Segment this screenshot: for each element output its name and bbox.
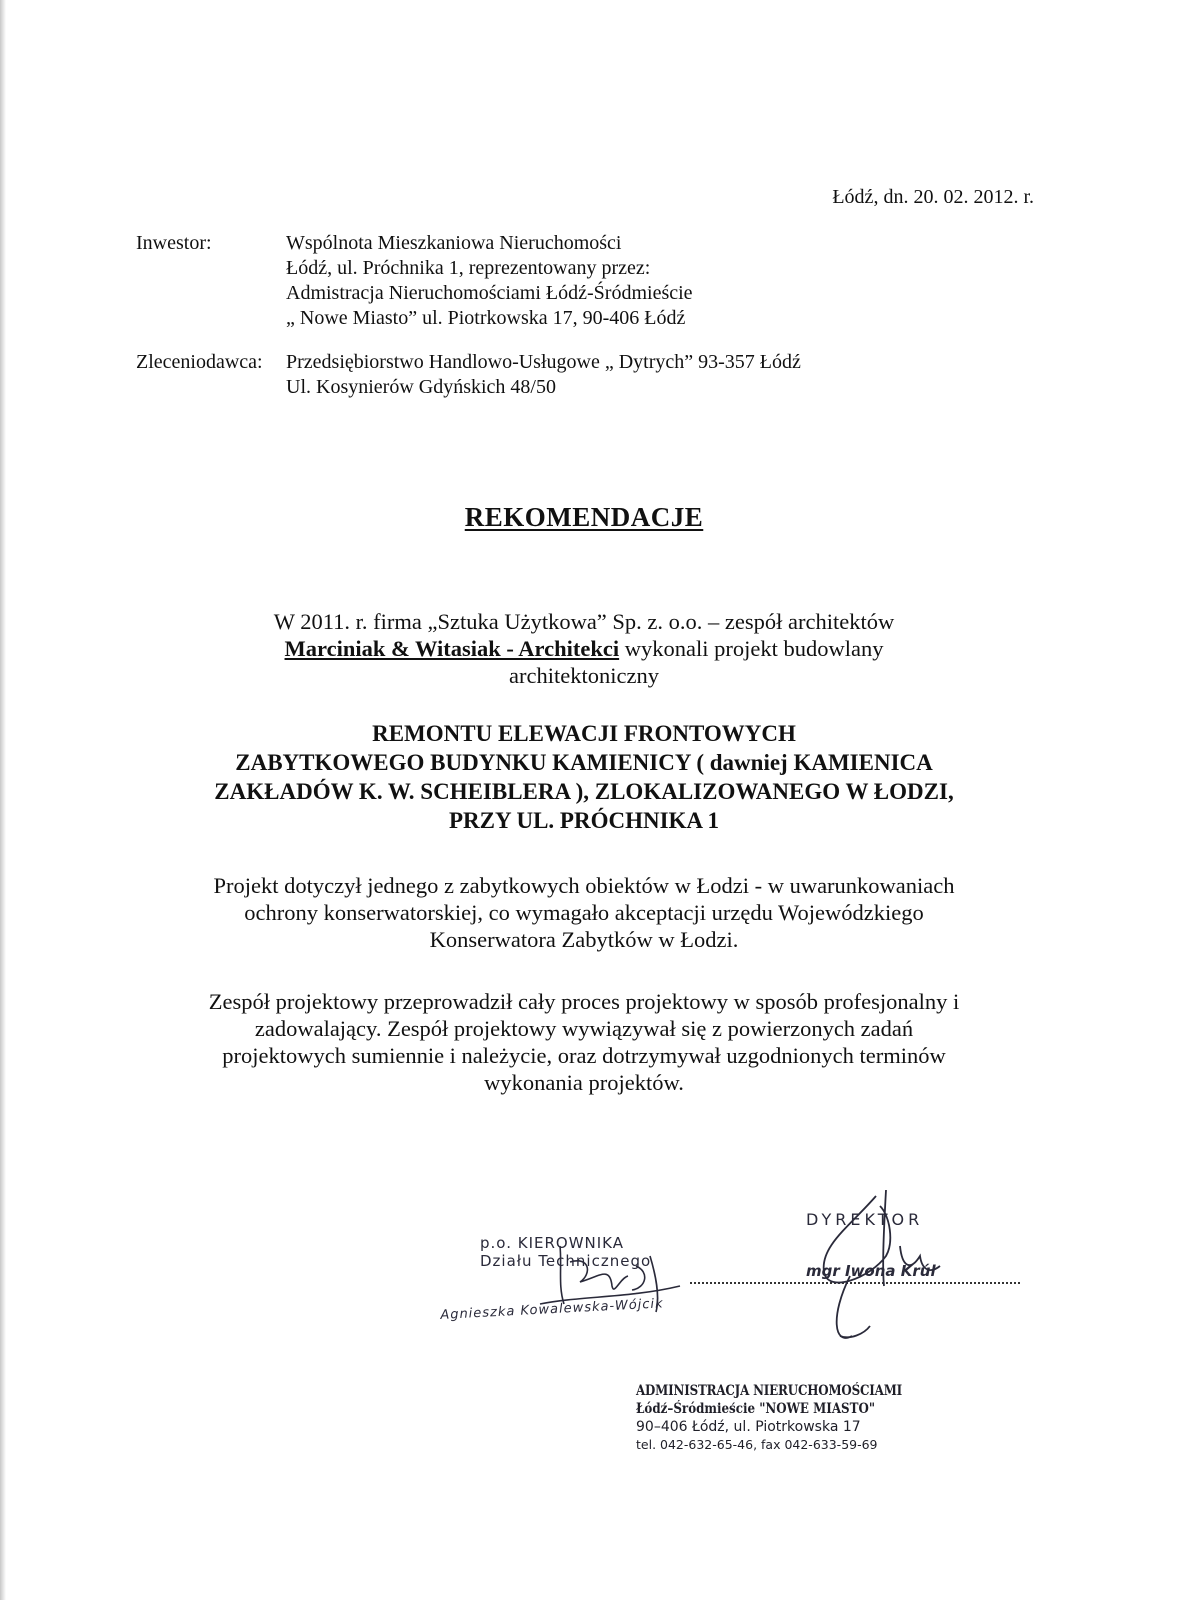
project-title-line: PRZY UL. PRÓCHNIKA 1 — [448, 808, 720, 833]
investor-line: Wspólnota Mieszkaniowa Nieruchomości — [286, 232, 622, 254]
project-title-line: ZAKŁADÓW K. W. SCHEIBLERA ), ZLOKALIZOWANEGO W ŁODZI, — [214, 779, 954, 804]
paragraph-line: Zespół projektowy przeprowadził cały proces projektowy w sposób profesjonalny i — [208, 989, 960, 1014]
paragraph-line: zadowalający. Zespół projektowy wywiązywał się z powierzonych zadań — [254, 1016, 914, 1041]
intro-paragraph — [0, 608, 1168, 689]
paragraph-line: Konserwatora Zabytków w Łodzi. — [429, 927, 739, 952]
stamp-line: Łódź–Śródmieście "NOWE MIASTO" — [636, 1401, 876, 1417]
paragraph-line: wykonania projektów. — [484, 1070, 684, 1095]
investor-line: Admistracja Nieruchomościami Łódź-Śródmieście — [286, 282, 693, 304]
client-line: Przedsiębiorstwo Handlowo-Usługowe „ Dytrych” 93-357 Łódź — [286, 351, 801, 373]
investor-label: Inwestor: — [136, 232, 212, 254]
institution-stamp — [636, 1382, 938, 1454]
paragraph-line: projektowych sumiennie i należycie, oraz dotrzymywał uzgodnionych terminów — [222, 1043, 946, 1068]
document-title: REKOMENDACJE — [464, 502, 704, 532]
paragraph-evaluation — [0, 988, 1168, 1096]
handwritten-signature-left — [500, 1226, 690, 1336]
investor-address — [286, 231, 693, 331]
client-label: Zleceniodawca: — [136, 351, 263, 373]
technical-head-name: Agnieszka Kowalewska-Wójcik — [440, 1296, 664, 1323]
paragraph-line: ochrony konserwatorskiej, co wymagało akceptacji urzędu Wojewódzkiego — [244, 900, 924, 925]
project-title — [0, 719, 1168, 835]
stamp-line: ADMINISTRACJA NIERUCHOMOŚCIAMI — [636, 1383, 903, 1399]
paragraph-line: Projekt dotyczył jednego z zabytkowych obiektów w Łodzi - w uwarunkowaniach — [213, 873, 955, 898]
intro-line — [0, 635, 1168, 662]
client-address — [286, 350, 801, 400]
handwritten-signature-right — [790, 1186, 990, 1386]
technical-head-role-line: Działu Technicznego — [480, 1252, 652, 1270]
investor-line: „ Nowe Miasto” ul. Piotrkowska 17, 90-406 Łódź — [286, 307, 686, 329]
stamp-line: 90–406 Łódź, ul. Piotrkowska 17 — [636, 1419, 861, 1435]
project-title-line: REMONTU ELEWACJI FRONTOWYCH — [372, 721, 796, 746]
stamp-line: tel. 042-632-65-46, fax 042-633-59-69 — [636, 1437, 878, 1452]
intro-line-rest: wykonali projekt budowlany — [619, 636, 884, 661]
intro-line: architektoniczny — [509, 663, 659, 688]
technical-head-role-line: p.o. KIEROWNIKA — [480, 1234, 625, 1252]
firm-name: Marciniak & Witasiak - Architekci — [284, 636, 620, 661]
director-signature — [690, 1186, 1030, 1406]
intro-line: W 2011. r. firma „Sztuka Użytkowa” Sp. z. o.o. – zespół architektów — [273, 609, 895, 634]
director-name: mgr Iwona Krúl — [806, 1262, 936, 1280]
project-title-line: ZABYTKOWEGO BUDYNKU KAMIENICY ( dawniej KAMIENICA — [235, 750, 933, 775]
paragraph-conservation — [0, 872, 1168, 953]
client-line: Ul. Kosynierów Gdyńskich 48/50 — [286, 376, 556, 398]
investor-line: Łódź, ul. Próchnika 1, reprezentowany przez: — [286, 257, 651, 279]
document-date: Łódź, dn. 20. 02. 2012. r. — [832, 186, 1034, 208]
technical-head-signature — [440, 1226, 700, 1346]
director-role: DYREKTOR — [806, 1210, 924, 1229]
